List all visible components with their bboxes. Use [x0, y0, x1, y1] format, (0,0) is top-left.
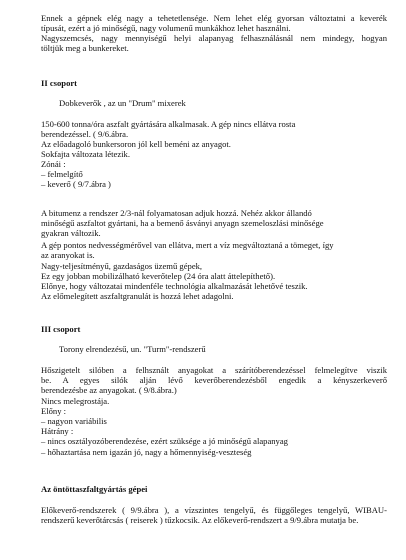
body-line: Sokfajta változata létezik.	[41, 149, 131, 159]
body-line: Hőszigetelt silóben a felhsznált anyagokat a szárítóberendezéssel felmelegítve viszik	[41, 365, 387, 375]
body-line: Ez egy jobban mobilizálható keverőtelep (24 óra alatt áttelepíthető).	[41, 271, 276, 281]
list-item: – keverő ( 9/7.ábra )	[41, 179, 111, 189]
section-heading: Az öntöttaszfaltgyártás gépei	[41, 484, 148, 494]
body-line: be. A egyes silók alján lévő keverőberendezésből engedik a kényszerkeverő	[41, 375, 387, 385]
body-line: rendszerű keverőtárcsás ( reiserek ) tűzkocsik. Az előkeverő-rendszert a 9/9.ábra mutatja be.	[41, 515, 359, 525]
body-line: berendezésbe az anyagokat. ( 9/8.ábra.)	[41, 385, 177, 395]
section-title: Dobkeverők , az un "Drum" mixerek	[59, 98, 186, 108]
body-line: Előnye, hogy változatai mindenféle technológia alkalmazását lehetővé teszik.	[41, 281, 308, 291]
body-line: Nincs melegrostája.	[41, 396, 110, 406]
body-line: Előny :	[41, 406, 67, 416]
body-line: berendezéssel. ( 9/6.ábra.	[41, 129, 129, 139]
list-item: – felmelgítő	[41, 169, 83, 179]
section-title: Torony elrendezésű, un. "Turm"-rendszerű	[59, 344, 206, 354]
list-item: – nincs osztályozóberendezése, ezért szüksége a jó minőségű alapanyag	[41, 436, 288, 446]
body-line: Az előadagoló bunkersoron jól kell beméni az anyagot.	[41, 139, 231, 149]
body-line: 150-600 tonna/óra aszfalt gyártására alkalmasak. A gép nincs ellátva rosta	[41, 119, 296, 129]
intro-line: töltjük meg a bunkereket.	[41, 43, 129, 53]
intro-line: típusát, ezért a jó minőségű, nagy volumenű munkákhoz lehet használni.	[41, 23, 291, 33]
body-line: gyakran változik.	[41, 228, 101, 238]
body-line: A bitumenz a rendszer 2/3-nál folyamatosan adjuk hozzá. Nehéz akkor állandó	[41, 208, 312, 218]
body-line: Az előmelegített aszfaltgranulát is hozzá lehet adagolni.	[41, 291, 234, 301]
body-line: az aranyokat is.	[41, 250, 95, 260]
section-heading: III csoport	[41, 324, 81, 334]
list-item: – hőhaztartása nem igazán jó, nagy a hőmennyiség-veszteség	[41, 447, 252, 457]
body-line: Előkeverő-rendszerek ( 9/9.ábra ), a vízszintes tengelyű, és függőleges tengelyű, WIBAU-	[41, 505, 387, 515]
body-line: A gép pontos nedvességmérővel van ellátva, mert a víz megváltoztaná a tömeget, így	[41, 240, 334, 250]
body-line: Zónái :	[41, 159, 66, 169]
body-line: Hátrány :	[41, 426, 74, 436]
body-line: minőségű aszfaltot gyártani, ha a bemenő ásványi anyagn szemeloszlási minősége	[41, 218, 324, 228]
intro-line: Ennek a gépnek elég nagy a tehetetlensége. Nem lehet elég gyorsan változtatni a keverék	[41, 13, 387, 23]
list-item: – nagyon variábilis	[41, 416, 107, 426]
intro-line: Nagyszemcsés, nagy mennyiségű helyi alapanyag felhasználásnál nem mindegy, hogyan	[41, 33, 387, 43]
section-heading: II csoport	[41, 78, 78, 88]
body-line: Nagy-teljesítményű, gazdaságos üzemű gépek,	[41, 261, 203, 271]
